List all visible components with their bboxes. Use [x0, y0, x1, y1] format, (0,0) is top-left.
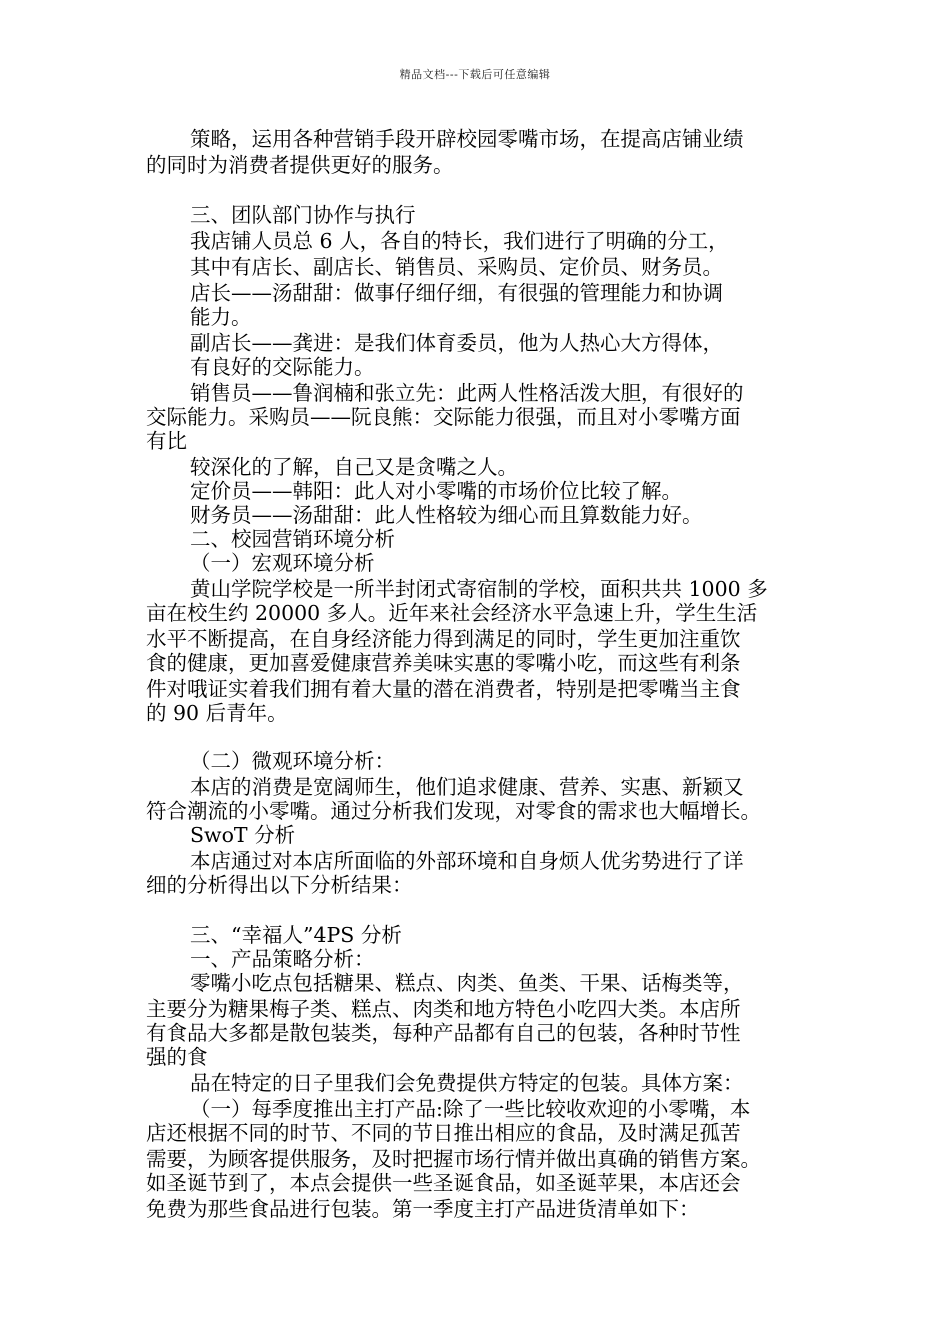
paragraph-line: 免费为那些食品进行包装。第一季度主打产品进货清单如下：: [146, 1197, 700, 1221]
paragraph-line: 交际能力。采购员——阮良熊：交际能力很强，而且对小零嘴方面: [146, 405, 741, 429]
paragraph-line: 件对哦证实着我们拥有着大量的潜在消费者，特别是把零嘴当主食: [146, 677, 741, 701]
paragraph-line: 黄山学院学校是一所半封闭式寄宿制的学校，面积共共 1000 多: [190, 577, 768, 601]
paragraph-line: 定价员——韩阳：此人对小零嘴的市场价位比较了解。: [190, 479, 682, 503]
paragraph-line: 店长——汤甜甜：做事仔细仔细，有很强的管理能力和协调: [190, 281, 723, 305]
paragraph-line: 亩在校生约 20000 多人。近年来社会经济水平急速上升，学生生活: [146, 601, 758, 625]
paragraph-line: 主要分为糖果梅子类、糕点、肉类和地方特色小吃四大类。本店所: [146, 997, 741, 1021]
paragraph-line: 有食品大多都是散包装类，每种产品都有自己的包装，各种时节性: [146, 1021, 741, 1045]
section-heading: 三、团队部门协作与执行: [190, 203, 416, 227]
paragraph-line: 食的健康，更加喜爱健康营养美味实惠的零嘴小吃，而这些有利条: [146, 651, 741, 675]
subsection-heading: （一）宏观环境分析: [190, 551, 375, 575]
section-heading: 三、“幸福人”4PS 分析: [190, 923, 402, 947]
subsection-heading: 一、产品策略分析：: [190, 947, 375, 971]
paragraph-line: 的 90 后青年。: [146, 701, 288, 725]
paragraph-line: 本店通过对本店所面临的外部环境和自身烦人优劣势进行了详: [190, 849, 744, 873]
paragraph-line: 水平不断提高，在自身经济能力得到满足的同时，学生更加注重饮: [146, 627, 741, 651]
paragraph-line: 本店的消费是宽阔师生，他们追求健康、营养、实惠、新颖又: [190, 775, 744, 799]
paragraph-line: 副店长——龚进：是我们体育委员，他为人热心大方得体，: [190, 331, 723, 355]
paragraph-line: 零嘴小吃点包括糖果、糕点、肉类、鱼类、干果、话梅类等，: [190, 971, 744, 995]
paragraph-line: 有良好的交际能力。: [190, 355, 375, 379]
paragraph-line: （一）每季度推出主打产品:除了一些比较收欢迎的小零嘴，本: [190, 1097, 751, 1121]
page-header: 精品文档---下载后可任意编辑: [399, 68, 551, 81]
paragraph-line: 店还根据不同的时节、不同的节日推出相应的食品，及时满足孤苦: [146, 1121, 741, 1145]
paragraph-line: 如圣诞节到了，本点会提供一些圣诞食品，如圣诞苹果，本店还会: [146, 1171, 741, 1195]
paragraph-line: 我店铺人员总 6 人，各自的特长，我们进行了明确的分工，: [190, 229, 729, 253]
paragraph-line: 需要，为顾客提供服务，及时把握市场行情并做出真确的销售方案。: [146, 1147, 761, 1171]
subsection-heading: SwoT 分析: [190, 823, 296, 847]
paragraph-line: 销售员——鲁润楠和张立先：此两人性格活泼大胆，有很好的: [190, 381, 744, 405]
paragraph-line: 策略，运用各种营销手段开辟校园零嘴市场，在提高店铺业绩: [190, 127, 744, 151]
paragraph-line: 财务员——汤甜甜：此人性格较为细心而且算数能力好。: [190, 503, 703, 527]
paragraph-line: 品在特定的日子里我们会免费提供方特定的包装。具体方案：: [190, 1071, 744, 1095]
paragraph-line: 能力。: [190, 305, 252, 329]
section-heading: 二、校园营销环境分析: [190, 527, 395, 551]
paragraph-line: 的同时为消费者提供更好的服务。: [146, 153, 454, 177]
paragraph-line: 较深化的了解，自己又是贪嘴之人。: [190, 455, 518, 479]
paragraph-line: 其中有店长、副店长、销售员、采购员、定价员、财务员。: [190, 255, 723, 279]
paragraph-line: 强的食: [146, 1045, 208, 1069]
subsection-heading: （二）微观环境分析：: [190, 749, 395, 773]
paragraph-line: 细的分析得出以下分析结果：: [146, 873, 413, 897]
paragraph-line: 有比: [146, 429, 187, 453]
paragraph-line: 符合潮流的小零嘴。通过分析我们发现，对零食的需求也大幅增长。: [146, 799, 761, 823]
